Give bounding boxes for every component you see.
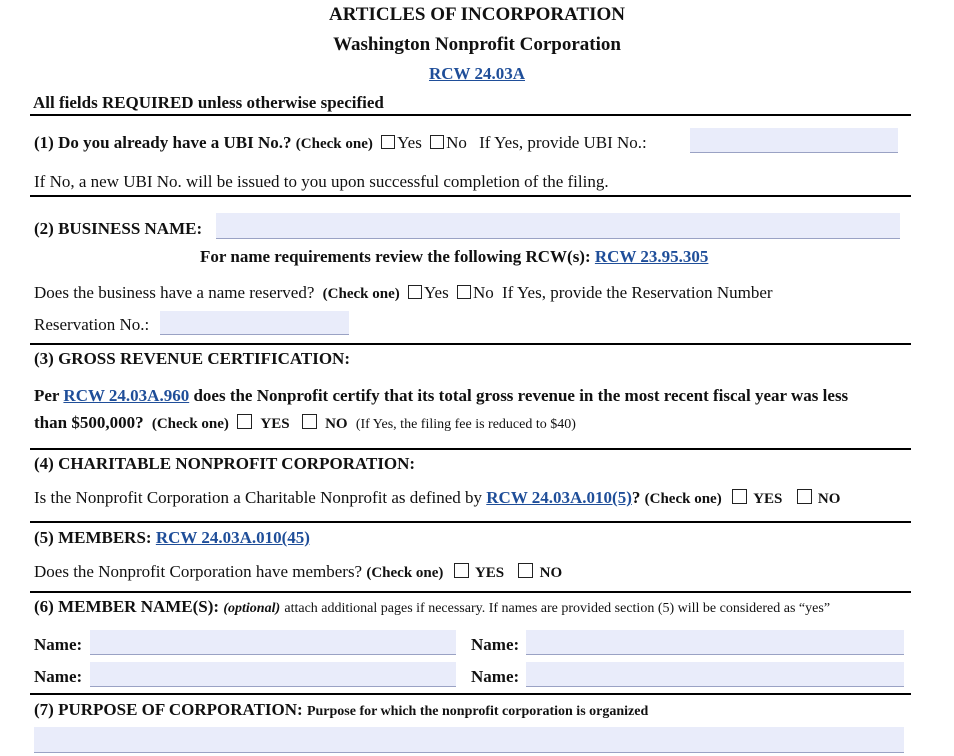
page-subtitle: Washington Nonprofit Corporation <box>333 34 621 55</box>
reserved-name-row <box>34 283 773 303</box>
gross-revenue-text-2: than $500,000? <box>34 413 144 432</box>
members-yes-checkbox[interactable] <box>454 563 469 578</box>
section-7-label: (7) PURPOSE OF CORPORATION: <box>34 700 303 719</box>
charitable-yes-checkbox[interactable] <box>732 489 747 504</box>
ubi-no-checkbox[interactable] <box>430 135 444 149</box>
charitable-question: Is the Nonprofit Corporation a Charitable Nonprofit as defined by <box>34 488 483 507</box>
members-no-label: NO <box>539 565 563 581</box>
revenue-yes-checkbox[interactable] <box>237 414 252 429</box>
members-no-checkbox[interactable] <box>518 563 533 578</box>
gross-revenue-row-2 <box>34 413 576 433</box>
member-name-label: Name: <box>34 635 83 654</box>
section-2-label: (2) BUSINESS NAME: <box>34 219 203 238</box>
charitable-link[interactable]: RCW 24.03A.010(5) <box>486 488 632 507</box>
rcw-link[interactable]: RCW 24.03A <box>428 64 526 83</box>
divider <box>30 693 911 695</box>
revenue-yes-label: YES <box>260 416 290 432</box>
reservation-number-label: Reservation No.: <box>34 315 150 334</box>
ubi-number-input[interactable] <box>690 128 898 153</box>
business-name-input[interactable] <box>216 213 900 239</box>
check-one-label: (Check one) <box>151 416 229 432</box>
name-requirements-row <box>200 247 708 267</box>
ubi-provide-label: If Yes, provide UBI No.: <box>479 133 647 152</box>
purpose-input[interactable] <box>34 727 904 753</box>
divider <box>30 195 911 197</box>
check-one-label: (Check one) <box>322 286 400 302</box>
section-1-question: (1) Do you already have a UBI No.? <box>34 133 292 152</box>
check-one-label: (Check one) <box>644 491 722 507</box>
reserved-yes-label: Yes <box>423 283 449 302</box>
reserved-no-label: No <box>472 283 494 302</box>
members-question: Does the Nonprofit Corporation have members? <box>34 562 363 581</box>
reservation-number-input[interactable] <box>160 311 349 335</box>
charitable-row <box>34 488 840 508</box>
ubi-yes-checkbox[interactable] <box>381 135 395 149</box>
gross-revenue-text: does the Nonprofit certify that its total gross revenue in the most recent fiscal year was less <box>193 386 849 405</box>
section-1-info: If No, a new UBI No. will be issued to you upon successful completion of the filing. <box>34 172 609 191</box>
revenue-no-checkbox[interactable] <box>302 414 317 429</box>
reserved-name-question: Does the business have a name reserved? <box>34 283 315 302</box>
section-5-row <box>34 528 310 548</box>
name-requirements-link[interactable]: RCW 23.95.305 <box>594 247 709 266</box>
member-name-label: Name: <box>471 667 520 686</box>
ubi-no-label: No <box>446 133 467 152</box>
optional-label: (optional) <box>223 601 281 616</box>
name-requirements-text: For name requirements review the following RCW(s): <box>200 247 591 266</box>
charitable-no-checkbox[interactable] <box>797 489 812 504</box>
section-1-question-row <box>34 133 647 153</box>
member-name-input-1[interactable] <box>90 630 456 655</box>
member-names-note: attach additional pages if necessary. If names are provided section (5) will be considered as “yes” <box>284 601 831 616</box>
members-link[interactable]: RCW 24.03A.010(45) <box>155 528 310 547</box>
member-name-label: Name: <box>34 667 83 686</box>
divider <box>30 448 911 450</box>
purpose-note: Purpose for which the nonprofit corporation is organized <box>306 704 649 719</box>
required-note: All fields REQUIRED unless otherwise specified <box>33 93 384 112</box>
reservation-provide-label: If Yes, provide the Reservation Number <box>502 283 773 302</box>
section-5-label: (5) MEMBERS: <box>34 528 152 547</box>
gross-revenue-link[interactable]: RCW 24.03A.960 <box>63 386 190 405</box>
charitable-yes-label: YES <box>753 491 783 507</box>
check-one-label: (Check one) <box>366 565 444 581</box>
divider <box>30 591 911 593</box>
member-name-label: Name: <box>471 635 520 654</box>
section-6-label: (6) MEMBER NAME(S): <box>34 597 220 616</box>
gross-revenue-row-1 <box>34 386 848 406</box>
check-one-label: (Check one) <box>295 136 373 152</box>
member-name-input-2[interactable] <box>526 630 904 655</box>
per-label: Per <box>34 386 60 405</box>
reserved-yes-checkbox[interactable] <box>408 285 422 299</box>
section-7-row <box>34 700 648 720</box>
members-row <box>34 562 562 582</box>
members-yes-label: YES <box>474 565 505 581</box>
section-6-row <box>34 597 830 617</box>
member-name-input-3[interactable] <box>90 662 456 687</box>
divider <box>30 343 911 345</box>
question-mark: ? <box>631 488 641 507</box>
divider <box>30 521 911 523</box>
charitable-no-label: NO <box>817 491 841 507</box>
section-3-label: (3) GROSS REVENUE CERTIFICATION: <box>34 349 350 368</box>
ubi-yes-label: Yes <box>397 133 422 152</box>
section-4-label: (4) CHARITABLE NONPROFIT CORPORATION: <box>34 454 416 473</box>
member-name-input-4[interactable] <box>526 662 904 687</box>
divider <box>30 114 911 116</box>
reserved-no-checkbox[interactable] <box>457 285 471 299</box>
revenue-no-label: NO <box>325 416 348 432</box>
page-title: ARTICLES OF INCORPORATION <box>329 4 625 25</box>
filing-fee-note: (If Yes, the filing fee is reduced to $40) <box>355 417 576 432</box>
